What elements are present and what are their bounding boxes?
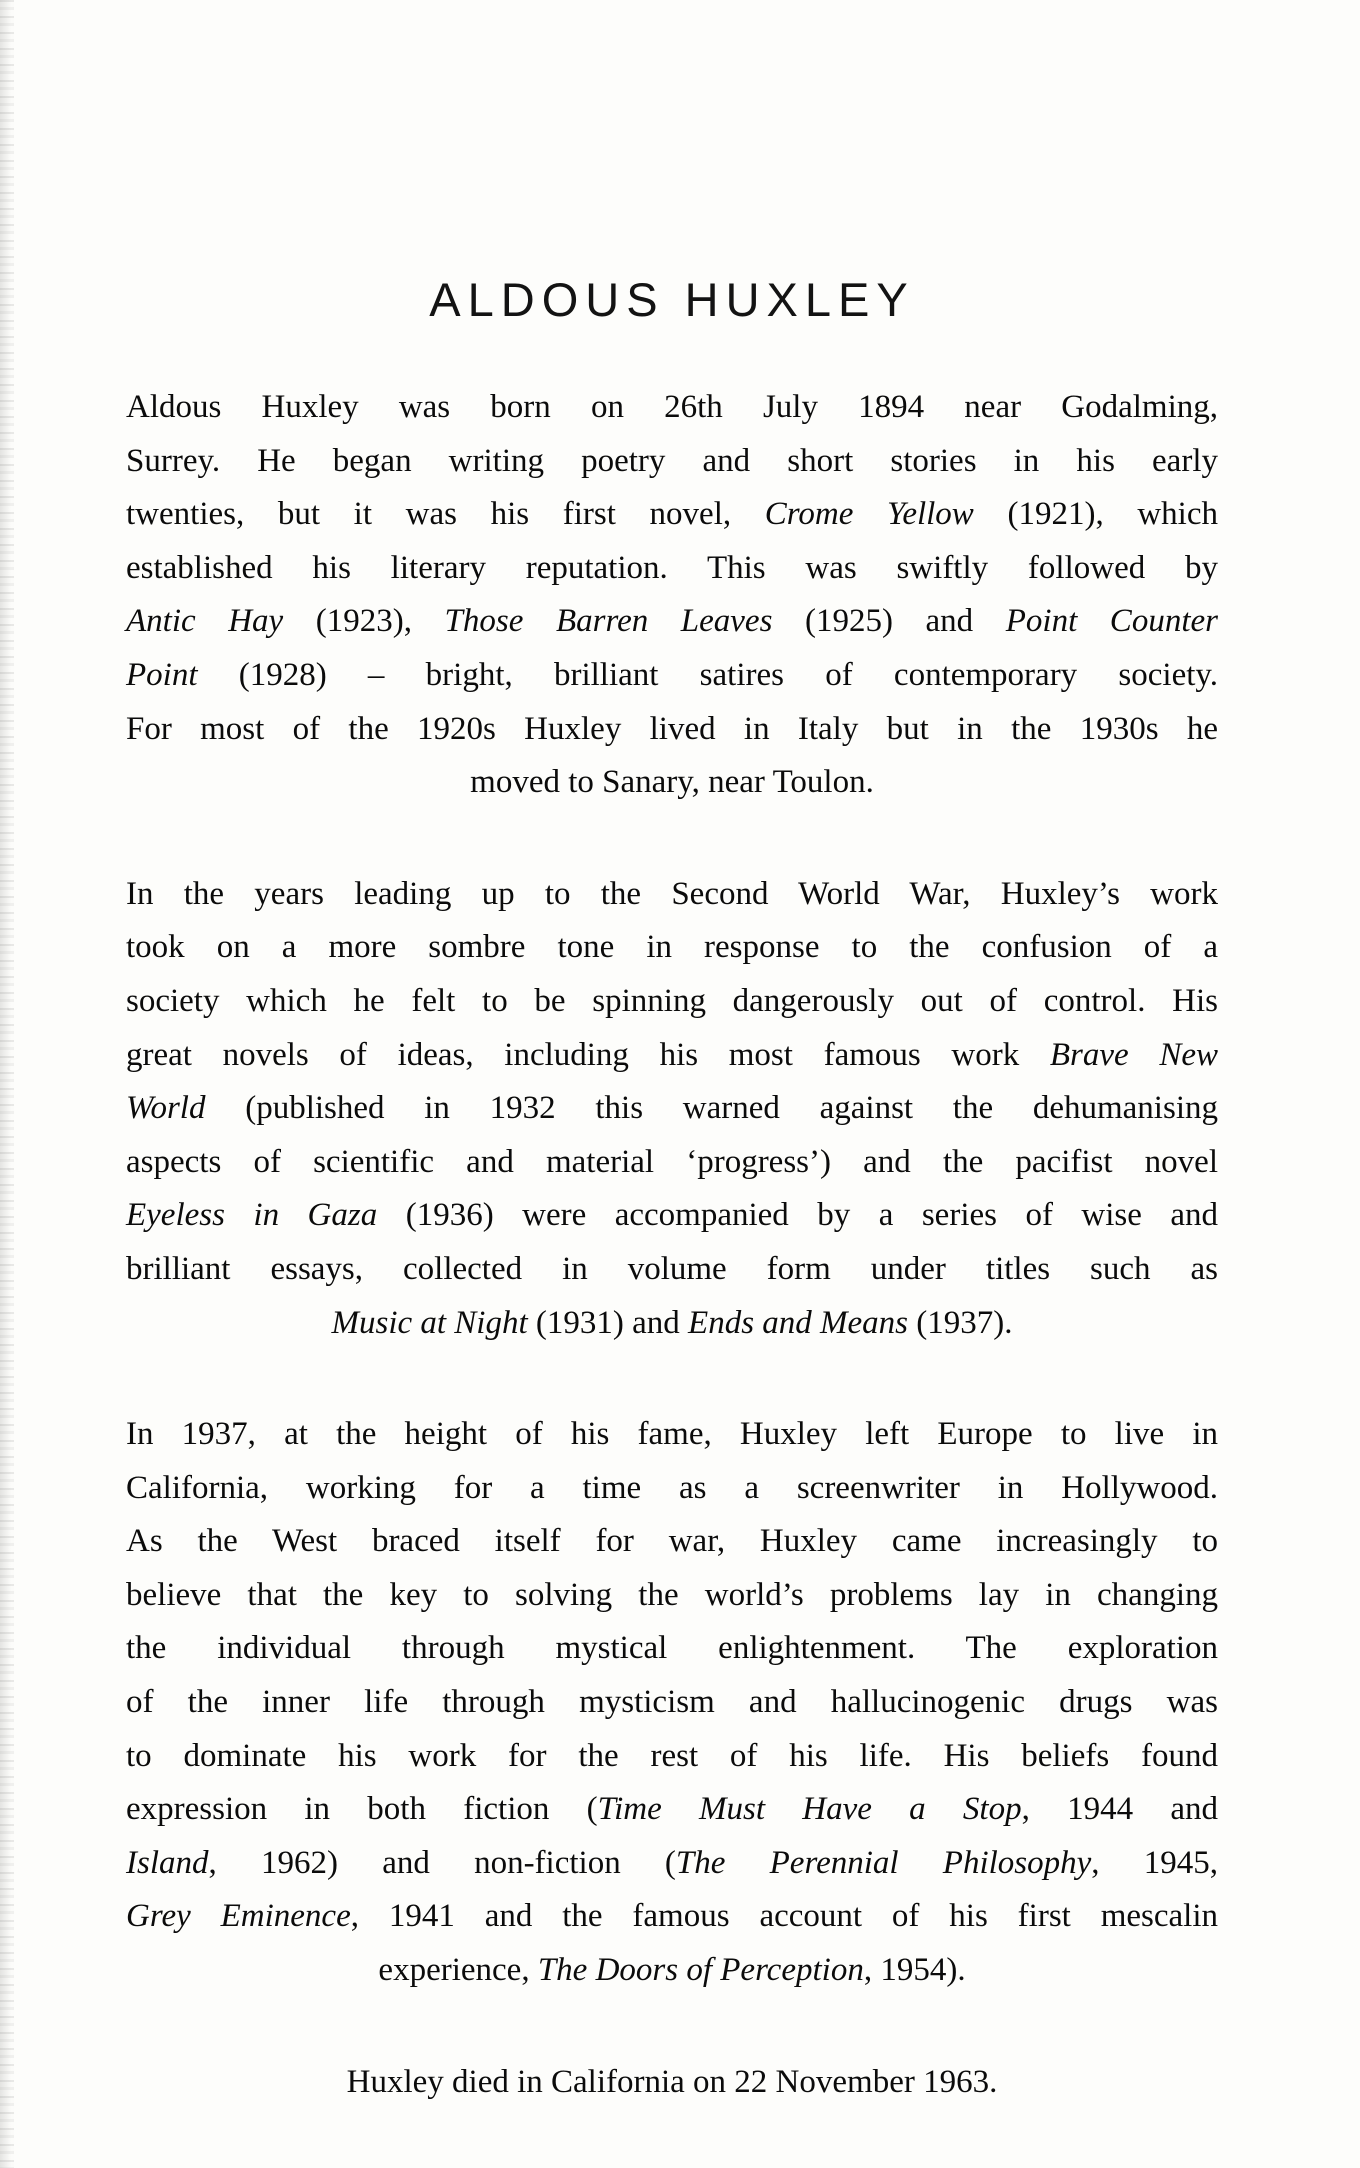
paragraph <box>126 381 1218 810</box>
text-segment: believe that the key to solving the world’s problems lay in changing <box>126 1576 1218 1613</box>
text-segment: (1936) were accompanied by a series of wise and <box>377 1197 1219 1234</box>
text-segment: (1928) – bright, brilliant satires of contemporary society. <box>197 656 1218 693</box>
text-line <box>126 1297 1218 1351</box>
text-segment: Aldous Huxley was born on 26th July 1894 near Godalming, <box>126 389 1218 425</box>
text-segment: the individual through mystical enlightenment. The exploration <box>126 1630 1218 1667</box>
book-title-italic: Time Must Have a Stop <box>597 1791 1022 1828</box>
text-line <box>126 1029 1218 1083</box>
text-segment: experience, <box>378 1952 538 1989</box>
book-title-italic: Crome Yellow <box>764 496 974 533</box>
text-segment: Surrey. He began writing poetry and short stories in his early <box>126 442 1218 479</box>
text-segment: (1937). <box>908 1304 1013 1341</box>
text-segment: California, working for a time as a screenwriter in Hollywood. <box>126 1469 1218 1506</box>
text-line <box>126 1676 1218 1730</box>
text-segment: twenties, but it was his first novel, <box>126 496 765 533</box>
text-segment: established his literary reputation. This was swiftly followed by <box>126 549 1218 586</box>
text-line <box>126 435 1218 489</box>
text-line <box>126 381 1218 435</box>
text-segment: , 1945, <box>1091 1844 1219 1881</box>
text-line <box>126 1462 1218 1516</box>
book-title-italic: Point <box>126 656 198 693</box>
text-segment: of the inner life through mysticism and hallucinogenic drugs was <box>126 1684 1218 1721</box>
text-line <box>126 1730 1218 1784</box>
text-line <box>126 703 1218 757</box>
text-segment: great novels of ideas, including his most famous work <box>126 1036 1050 1073</box>
text-segment: As the West braced itself for war, Huxley came increasingly to <box>126 1523 1218 1560</box>
text-segment: moved to Sanary, near Toulon. <box>470 764 874 801</box>
biography-text <box>126 381 1218 2109</box>
text-segment: took on a more sombre tone in response to the confusion of a <box>126 929 1218 966</box>
text-line <box>126 756 1218 810</box>
text-segment: to dominate his work for the rest of his life. His beliefs found <box>126 1737 1218 1774</box>
text-line <box>126 1622 1218 1676</box>
text-line <box>126 975 1218 1029</box>
text-line <box>126 649 1218 703</box>
paragraph <box>126 2056 1218 2110</box>
book-title-italic: Grey Eminence <box>126 1898 351 1935</box>
text-segment: , 1962) and non-fiction ( <box>208 1844 676 1881</box>
book-title-italic: The Doors of Perception <box>537 1952 864 1989</box>
text-segment: society which he felt to be spinning dangerously out of control. His <box>126 982 1218 1019</box>
text-segment: brilliant essays, collected in volume form under titles such as <box>126 1250 1218 1287</box>
paragraph <box>126 1408 1218 1998</box>
text-line <box>126 1837 1218 1891</box>
paragraph <box>126 868 1218 1350</box>
text-line <box>126 1136 1218 1190</box>
text-segment: (1921), which <box>973 496 1218 533</box>
text-line <box>126 921 1218 975</box>
text-segment: (1931) and <box>527 1304 689 1341</box>
text-line <box>126 542 1218 596</box>
text-line <box>126 488 1218 542</box>
text-line <box>126 1783 1218 1837</box>
text-segment: , 1944 and <box>1021 1791 1218 1828</box>
text-segment: Huxley died in California on 22 November 1963. <box>346 2063 998 2100</box>
book-title-italic: Music at Night <box>331 1304 528 1341</box>
text-line <box>126 1243 1218 1297</box>
text-segment: expression in both fiction ( <box>126 1791 598 1828</box>
text-segment: (published in 1932 this warned against the dehumanising <box>205 1090 1218 1127</box>
text-segment: , 1954). <box>863 1952 966 1989</box>
page-title: ALDOUS HUXLEY <box>429 273 915 326</box>
text-segment: (1923), <box>283 603 445 640</box>
book-title-italic: Brave New <box>1049 1036 1218 1073</box>
text-segment: , 1941 and the famous account of his first mescalin <box>350 1898 1218 1935</box>
book-title-italic: Eyeless in Gaza <box>126 1197 378 1234</box>
book-title-italic: Point Counter <box>1005 603 1218 640</box>
text-line <box>126 1890 1218 1944</box>
text-segment: In 1937, at the height of his fame, Huxley left Europe to live in <box>126 1416 1218 1453</box>
text-line <box>126 1569 1218 1623</box>
text-segment: aspects of scientific and material ‘progress’) and the pacifist novel <box>126 1143 1218 1180</box>
book-title-italic: Antic Hay <box>126 603 284 640</box>
text-line <box>126 1408 1218 1462</box>
book-title-italic: Island <box>126 1844 209 1881</box>
text-line <box>126 2056 1218 2110</box>
book-title-italic: The Perennial Philosophy <box>675 1844 1092 1881</box>
book-title-italic: Those Barren Leaves <box>444 603 773 640</box>
text-segment: In the years leading up to the Second World War, Huxley’s work <box>126 875 1218 912</box>
text-line <box>126 595 1218 649</box>
text-line <box>126 1515 1218 1569</box>
text-line <box>126 1189 1218 1243</box>
text-line <box>126 868 1218 922</box>
text-line <box>126 1082 1218 1136</box>
text-segment: For most of the 1920s Huxley lived in Italy but in the 1930s he <box>126 710 1218 747</box>
book-title-italic: Ends and Means <box>688 1304 909 1341</box>
text-line <box>126 1944 1218 1998</box>
book-title-italic: World <box>126 1090 206 1127</box>
scan-edge-artifact <box>0 0 14 2168</box>
text-segment: (1925) and <box>772 603 1006 640</box>
